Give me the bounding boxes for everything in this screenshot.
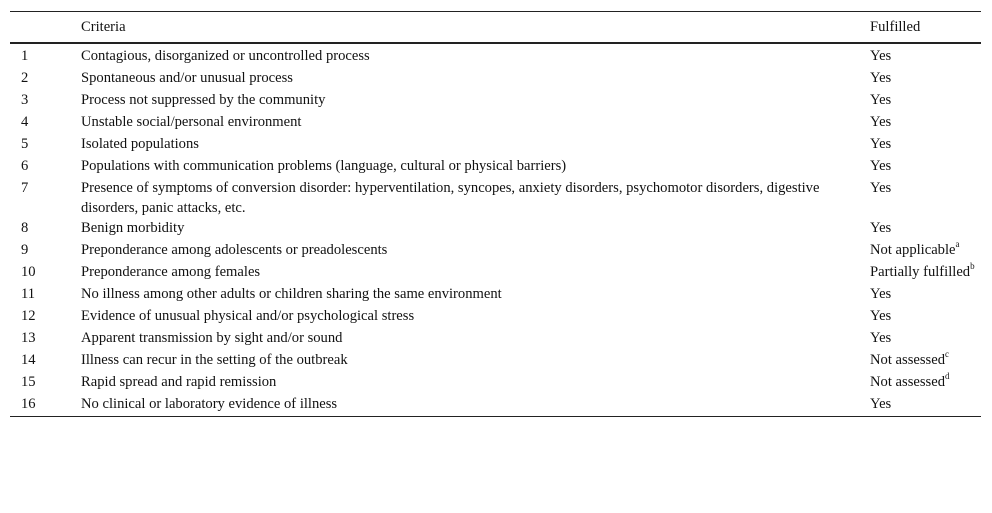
table-row <box>10 350 981 372</box>
header-number <box>10 12 81 44</box>
row-number: 7 <box>21 180 29 196</box>
fulfilled-text: Yes <box>870 330 892 346</box>
fulfilled-text: Partially fulfilled <box>870 264 971 280</box>
table-row <box>10 372 981 394</box>
table-row <box>10 68 981 90</box>
fulfilled-text: Yes <box>870 220 892 236</box>
header-fulfilled: Fulfilled <box>870 18 921 35</box>
table-row <box>10 134 981 156</box>
fulfilled-text: Yes <box>870 396 892 412</box>
row-fulfilled <box>870 156 981 178</box>
row-criteria: Contagious, disorganized or uncontrolled process <box>81 48 370 64</box>
table-row <box>10 156 981 178</box>
row-number: 11 <box>21 286 36 302</box>
fulfilled-text: Yes <box>870 114 892 130</box>
row-fulfilled <box>870 328 981 350</box>
row-criteria: Populations with communication problems (language, cultural or physical barriers) <box>81 158 567 174</box>
fulfilled-text: Yes <box>870 70 892 86</box>
row-criteria: Illness can recur in the setting of the outbreak <box>81 352 348 368</box>
row-criteria: Benign morbidity <box>81 220 185 236</box>
row-fulfilled <box>870 372 981 394</box>
fulfilled-text: Not assessed <box>870 352 945 368</box>
table-row <box>10 394 981 417</box>
row-criteria: Preponderance among females <box>81 264 261 280</box>
row-criteria: Presence of symptoms of conversion disorder: hyperventilation, syncopes, anxiety disorders, psychomotor disorders, digestive disorders, panic attacks, etc. <box>81 180 820 216</box>
table-header <box>10 12 981 44</box>
row-fulfilled <box>870 112 981 134</box>
row-criteria: Spontaneous and/or unusual process <box>81 70 293 86</box>
fulfilled-text: Yes <box>870 286 892 302</box>
row-criteria: Preponderance among adolescents or preadolescents <box>81 242 388 258</box>
table-row <box>10 328 981 350</box>
row-fulfilled <box>870 218 981 240</box>
row-fulfilled <box>870 134 981 156</box>
table-body <box>10 43 981 417</box>
footnote-marker: c <box>945 349 949 360</box>
header-row <box>10 12 981 44</box>
row-criteria: Process not suppressed by the community <box>81 92 326 108</box>
row-fulfilled <box>870 284 981 306</box>
table-row <box>10 306 981 328</box>
table-row <box>10 218 981 240</box>
row-number: 5 <box>21 136 29 152</box>
table-row <box>10 90 981 112</box>
fulfilled-text: Yes <box>870 158 892 174</box>
table-row <box>10 240 981 262</box>
row-number: 12 <box>21 308 36 324</box>
row-number: 14 <box>21 352 36 368</box>
row-fulfilled <box>870 240 981 262</box>
table-row <box>10 262 981 284</box>
table-row <box>10 284 981 306</box>
table-row <box>10 43 981 68</box>
fulfilled-text: Yes <box>870 308 892 324</box>
footnote-marker: d <box>945 371 950 382</box>
criteria-table-container <box>10 11 981 417</box>
table-row <box>10 178 981 218</box>
row-fulfilled <box>870 43 981 68</box>
row-number: 15 <box>21 374 36 390</box>
row-number: 3 <box>21 92 29 108</box>
row-criteria: Evidence of unusual physical and/or psychological stress <box>81 308 415 324</box>
row-fulfilled <box>870 178 981 218</box>
row-criteria: Unstable social/personal environment <box>81 114 302 130</box>
fulfilled-text: Not assessed <box>870 374 945 390</box>
row-criteria: No illness among other adults or children sharing the same environment <box>81 286 502 302</box>
header-criteria: Criteria <box>81 18 126 35</box>
row-fulfilled <box>870 68 981 90</box>
footnote-marker: b <box>970 261 975 272</box>
row-number: 8 <box>21 220 29 236</box>
criteria-table <box>10 11 981 417</box>
table-row <box>10 112 981 134</box>
fulfilled-text: Not applicable <box>870 242 956 258</box>
row-number: 16 <box>21 396 36 412</box>
row-criteria: Apparent transmission by sight and/or sound <box>81 330 343 346</box>
row-fulfilled <box>870 350 981 372</box>
row-number: 4 <box>21 114 29 130</box>
row-fulfilled <box>870 306 981 328</box>
fulfilled-text: Yes <box>870 48 892 64</box>
fulfilled-text: Yes <box>870 136 892 152</box>
row-number: 13 <box>21 330 36 346</box>
row-number: 1 <box>21 48 29 64</box>
row-number: 6 <box>21 158 29 174</box>
row-fulfilled <box>870 394 981 417</box>
fulfilled-text: Yes <box>870 92 892 108</box>
row-criteria: No clinical or laboratory evidence of illness <box>81 396 338 412</box>
row-number: 9 <box>21 242 29 258</box>
row-number: 10 <box>21 264 36 280</box>
row-criteria: Rapid spread and rapid remission <box>81 374 277 390</box>
row-fulfilled <box>870 262 981 284</box>
row-fulfilled <box>870 90 981 112</box>
row-criteria: Isolated populations <box>81 136 199 152</box>
fulfilled-text: Yes <box>870 180 892 196</box>
footnote-marker: a <box>955 239 960 250</box>
row-number: 2 <box>21 70 29 86</box>
